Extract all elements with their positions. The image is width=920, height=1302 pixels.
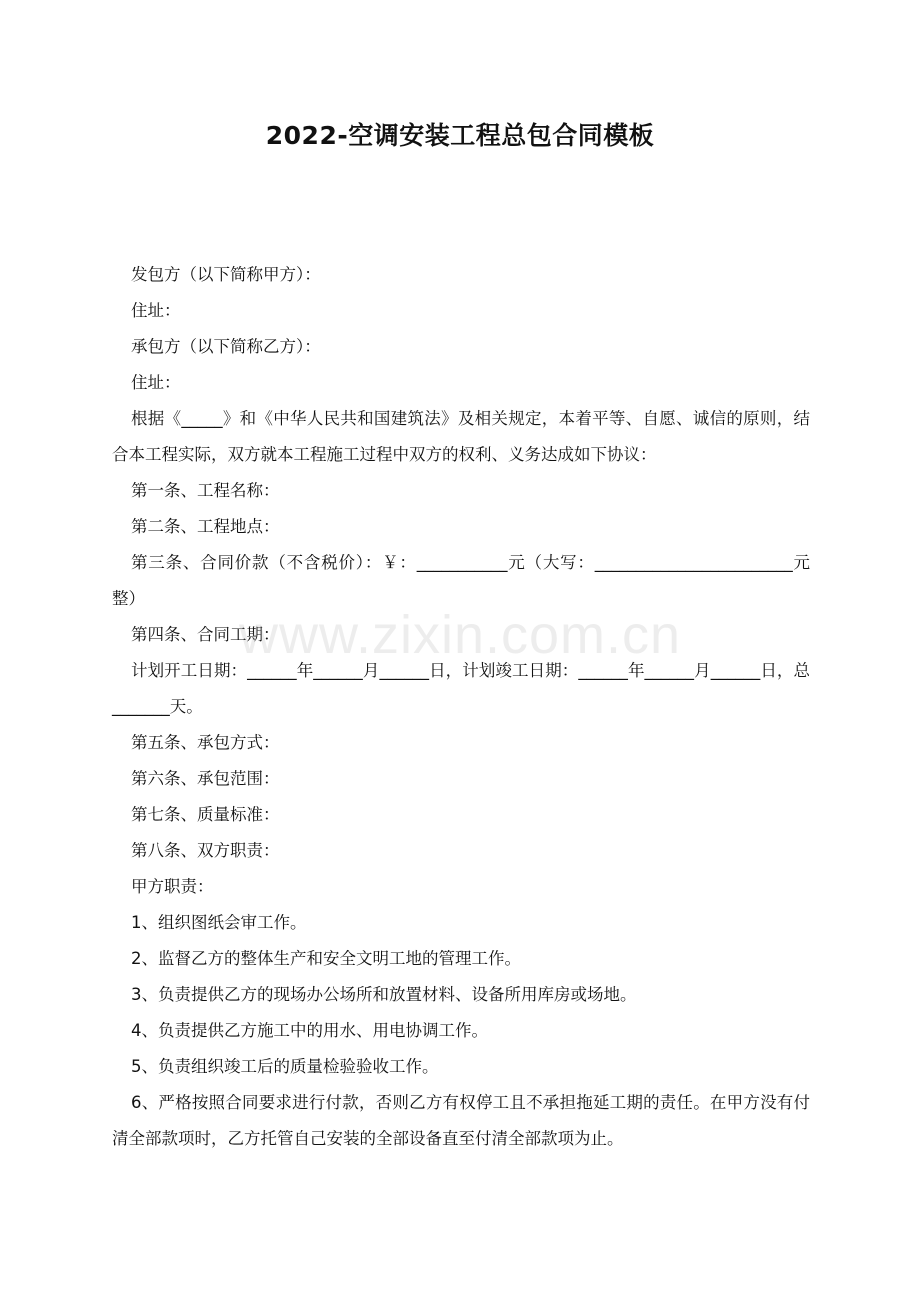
paragraph-contractor: 承包方（以下简称乙方）： [131, 337, 321, 356]
paragraph-preamble: 根据《_____》和《中华人民共和国建筑法》及相关规定，本着平等、自愿、诚信的原则，结合本工程实际，双方就本工程施工过程中双方的权利、义务达成如下协议： [112, 409, 810, 464]
paragraph-contractor-address: 住址： [131, 373, 181, 392]
article-1-project-name: 第一条、工程名称： [131, 481, 280, 500]
article-6-contract-scope: 第六条、承包范围： [131, 769, 280, 788]
document-title: 2022-空调安装工程总包合同模板 [265, 121, 655, 150]
paragraph-employer: 发包方（以下简称甲方）： [131, 265, 321, 284]
contract-body [112, 257, 810, 1157]
article-5-contract-mode: 第五条、承包方式： [131, 733, 280, 752]
duty-item-6: 6、严格按照合同要求进行付款，否则乙方有权停工且不承担拖延工期的责任。在甲方没有付清全部款项时，乙方托管自己安装的全部设备直至付清全部款项为止。 [112, 1093, 810, 1148]
article-8-responsibilities: 第八条、双方职责： [131, 841, 280, 860]
duty-item-4: 4、负责提供乙方施工中的用水、用电协调工作。 [131, 1021, 488, 1040]
duty-item-5: 5、负责组织竣工后的质量检验验收工作。 [131, 1057, 439, 1076]
heading-employer-duties: 甲方职责： [131, 877, 214, 896]
article-2-project-location: 第二条、工程地点： [131, 517, 280, 536]
watermark-text: www.zixin.com.cn [238, 605, 682, 665]
paragraph-employer-address: 住址： [131, 301, 181, 320]
duty-item-1: 1、组织图纸会审工作。 [131, 913, 307, 932]
paragraph-planned-dates: 计划开工日期：______年______月______日，计划竣工日期：______年______月______日，总_______天。 [112, 661, 810, 716]
duty-item-2: 2、监督乙方的整体生产和安全文明工地的管理工作。 [131, 949, 521, 968]
article-7-quality-standard: 第七条、质量标准： [131, 805, 280, 824]
duty-item-3: 3、负责提供乙方的现场办公场所和放置材料、设备所用库房或场地。 [131, 985, 637, 1004]
article-4-contract-period: 第四条、合同工期： [131, 625, 280, 644]
article-3-contract-price: 第三条、合同价款（不含税价）：￥：___________元（大写：________________________元整） [112, 553, 810, 608]
